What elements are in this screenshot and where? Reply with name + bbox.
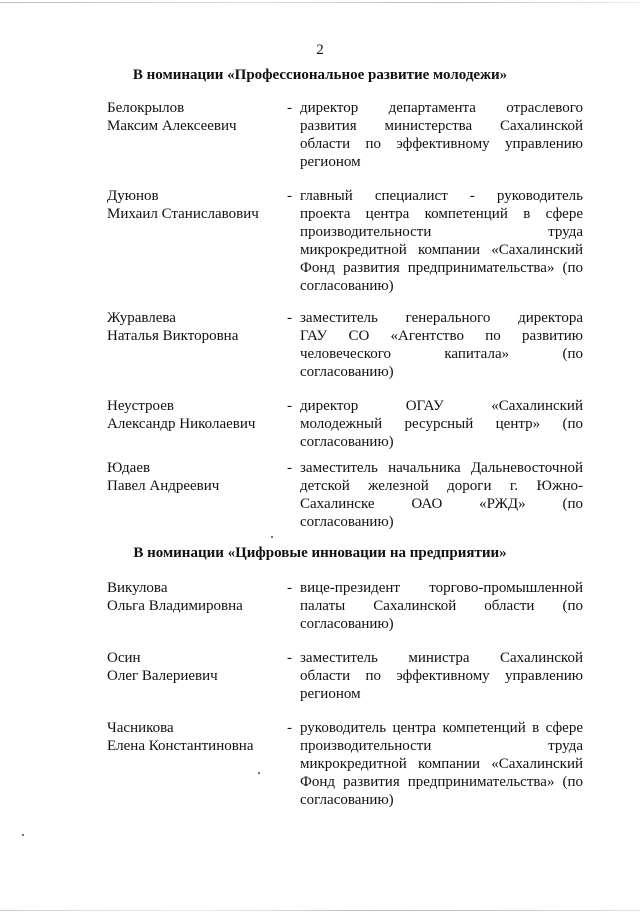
- position-line: микрокредитной компании «Сахалинский: [300, 242, 583, 258]
- nominee-position: [300, 99, 583, 171]
- position-line: палаты Сахалинской области (по: [300, 598, 583, 614]
- nominee-surname: Дуюнов: [107, 188, 159, 204]
- position-line: молодежный ресурсный центр» (по: [300, 416, 583, 432]
- position-line: области по эффективному управлению: [300, 668, 583, 684]
- dash-separator: -: [287, 310, 292, 326]
- dash-separator: -: [287, 650, 292, 666]
- position-line: микрокредитной компании «Сахалинский: [300, 756, 583, 772]
- position-line: регионом: [300, 686, 361, 702]
- nominee-name: [107, 579, 287, 615]
- position-line: области по эффективному управлению: [300, 136, 583, 152]
- position-line: Фонд развития предпринимательства» (по: [300, 260, 583, 276]
- dash-separator: -: [287, 720, 292, 736]
- dash-separator: -: [287, 460, 292, 476]
- nominee-name: [107, 719, 287, 755]
- nominee-given-names: Александр Николаевич: [107, 416, 256, 432]
- scan-edge-bottom: [0, 910, 640, 911]
- nominee-name: [107, 99, 287, 135]
- nominee-name: [107, 649, 287, 685]
- scan-speck: [22, 834, 24, 836]
- position-line: директор департамента отраслевого: [300, 100, 583, 116]
- position-line: развития министерства Сахалинской: [300, 118, 583, 134]
- position-line: производительности труда: [300, 738, 583, 754]
- position-line: согласованию): [300, 364, 394, 380]
- nominee-surname: Викулова: [107, 580, 168, 596]
- section-title-youth-development: В номинации «Профессиональное развитие молодежи»: [132, 67, 508, 83]
- position-line: заместитель начальника Дальневосточной: [300, 460, 583, 476]
- nominee-surname: Неустроев: [107, 398, 174, 414]
- position-line: вице-президент торгово-промышленной: [300, 580, 583, 596]
- nominee-position: [300, 187, 583, 295]
- page-number: 2: [316, 42, 324, 58]
- nominee-position: [300, 719, 583, 809]
- position-line: согласованию): [300, 434, 394, 450]
- position-line: производительности труда: [300, 224, 583, 240]
- position-line: детской железной дороги г. Южно-: [300, 478, 583, 494]
- position-line: директор ОГАУ «Сахалинский: [300, 398, 583, 414]
- nominee-given-names: Максим Алексеевич: [107, 118, 237, 134]
- dash-separator: -: [287, 100, 292, 116]
- nominee-surname: Часникова: [107, 720, 174, 736]
- position-line: согласованию): [300, 792, 394, 808]
- position-line: согласованию): [300, 514, 394, 530]
- nominee-given-names: Павел Андреевич: [107, 478, 220, 494]
- nominee-position: [300, 649, 583, 703]
- nominee-name: [107, 397, 287, 433]
- nominee-position: [300, 459, 583, 531]
- section-title-digital-innovation: В номинации «Цифровые инновации на предприятии»: [133, 545, 507, 561]
- position-line: Сахалинске ОАО «РЖД» (по: [300, 496, 583, 512]
- position-line: проекта центра компетенций в сфере: [300, 206, 583, 222]
- position-line: главный специалист - руководитель: [300, 188, 583, 204]
- scan-edge-top: [0, 2, 640, 3]
- dash-separator: -: [287, 580, 292, 596]
- nominee-given-names: Наталья Викторовна: [107, 328, 239, 344]
- position-line: руководитель центра компетенций в сфере: [300, 720, 583, 736]
- nominee-name: [107, 187, 287, 223]
- position-line: Фонд развития предпринимательства» (по: [300, 774, 583, 790]
- nominee-surname: Юдаев: [107, 460, 151, 476]
- position-line: согласованию): [300, 278, 394, 294]
- position-line: заместитель генерального директора: [300, 310, 583, 326]
- nominee-given-names: Олег Валериевич: [107, 668, 218, 684]
- nominee-given-names: Елена Константиновна: [107, 738, 254, 754]
- nominee-given-names: Ольга Владимировна: [107, 598, 243, 614]
- position-line: согласованию): [300, 616, 394, 632]
- dash-separator: -: [287, 398, 292, 414]
- position-line: человеческого капитала» (по: [300, 346, 583, 362]
- scan-speck: [258, 772, 260, 774]
- position-line: регионом: [300, 154, 361, 170]
- nominee-position: [300, 397, 583, 451]
- dash-separator: -: [287, 188, 292, 204]
- nominee-given-names: Михаил Станиславович: [107, 206, 259, 222]
- nominee-position: [300, 309, 583, 381]
- nominee-surname: Журавлева: [107, 310, 176, 326]
- nominee-name: [107, 309, 287, 345]
- scan-speck: [271, 536, 273, 538]
- nominee-position: [300, 579, 583, 633]
- nominee-surname: Осин: [107, 650, 141, 666]
- nominee-surname: Белокрылов: [107, 100, 185, 116]
- nominee-name: [107, 459, 287, 495]
- position-line: заместитель министра Сахалинской: [300, 650, 583, 666]
- position-line: ГАУ СО «Агентство по развитию: [300, 328, 583, 344]
